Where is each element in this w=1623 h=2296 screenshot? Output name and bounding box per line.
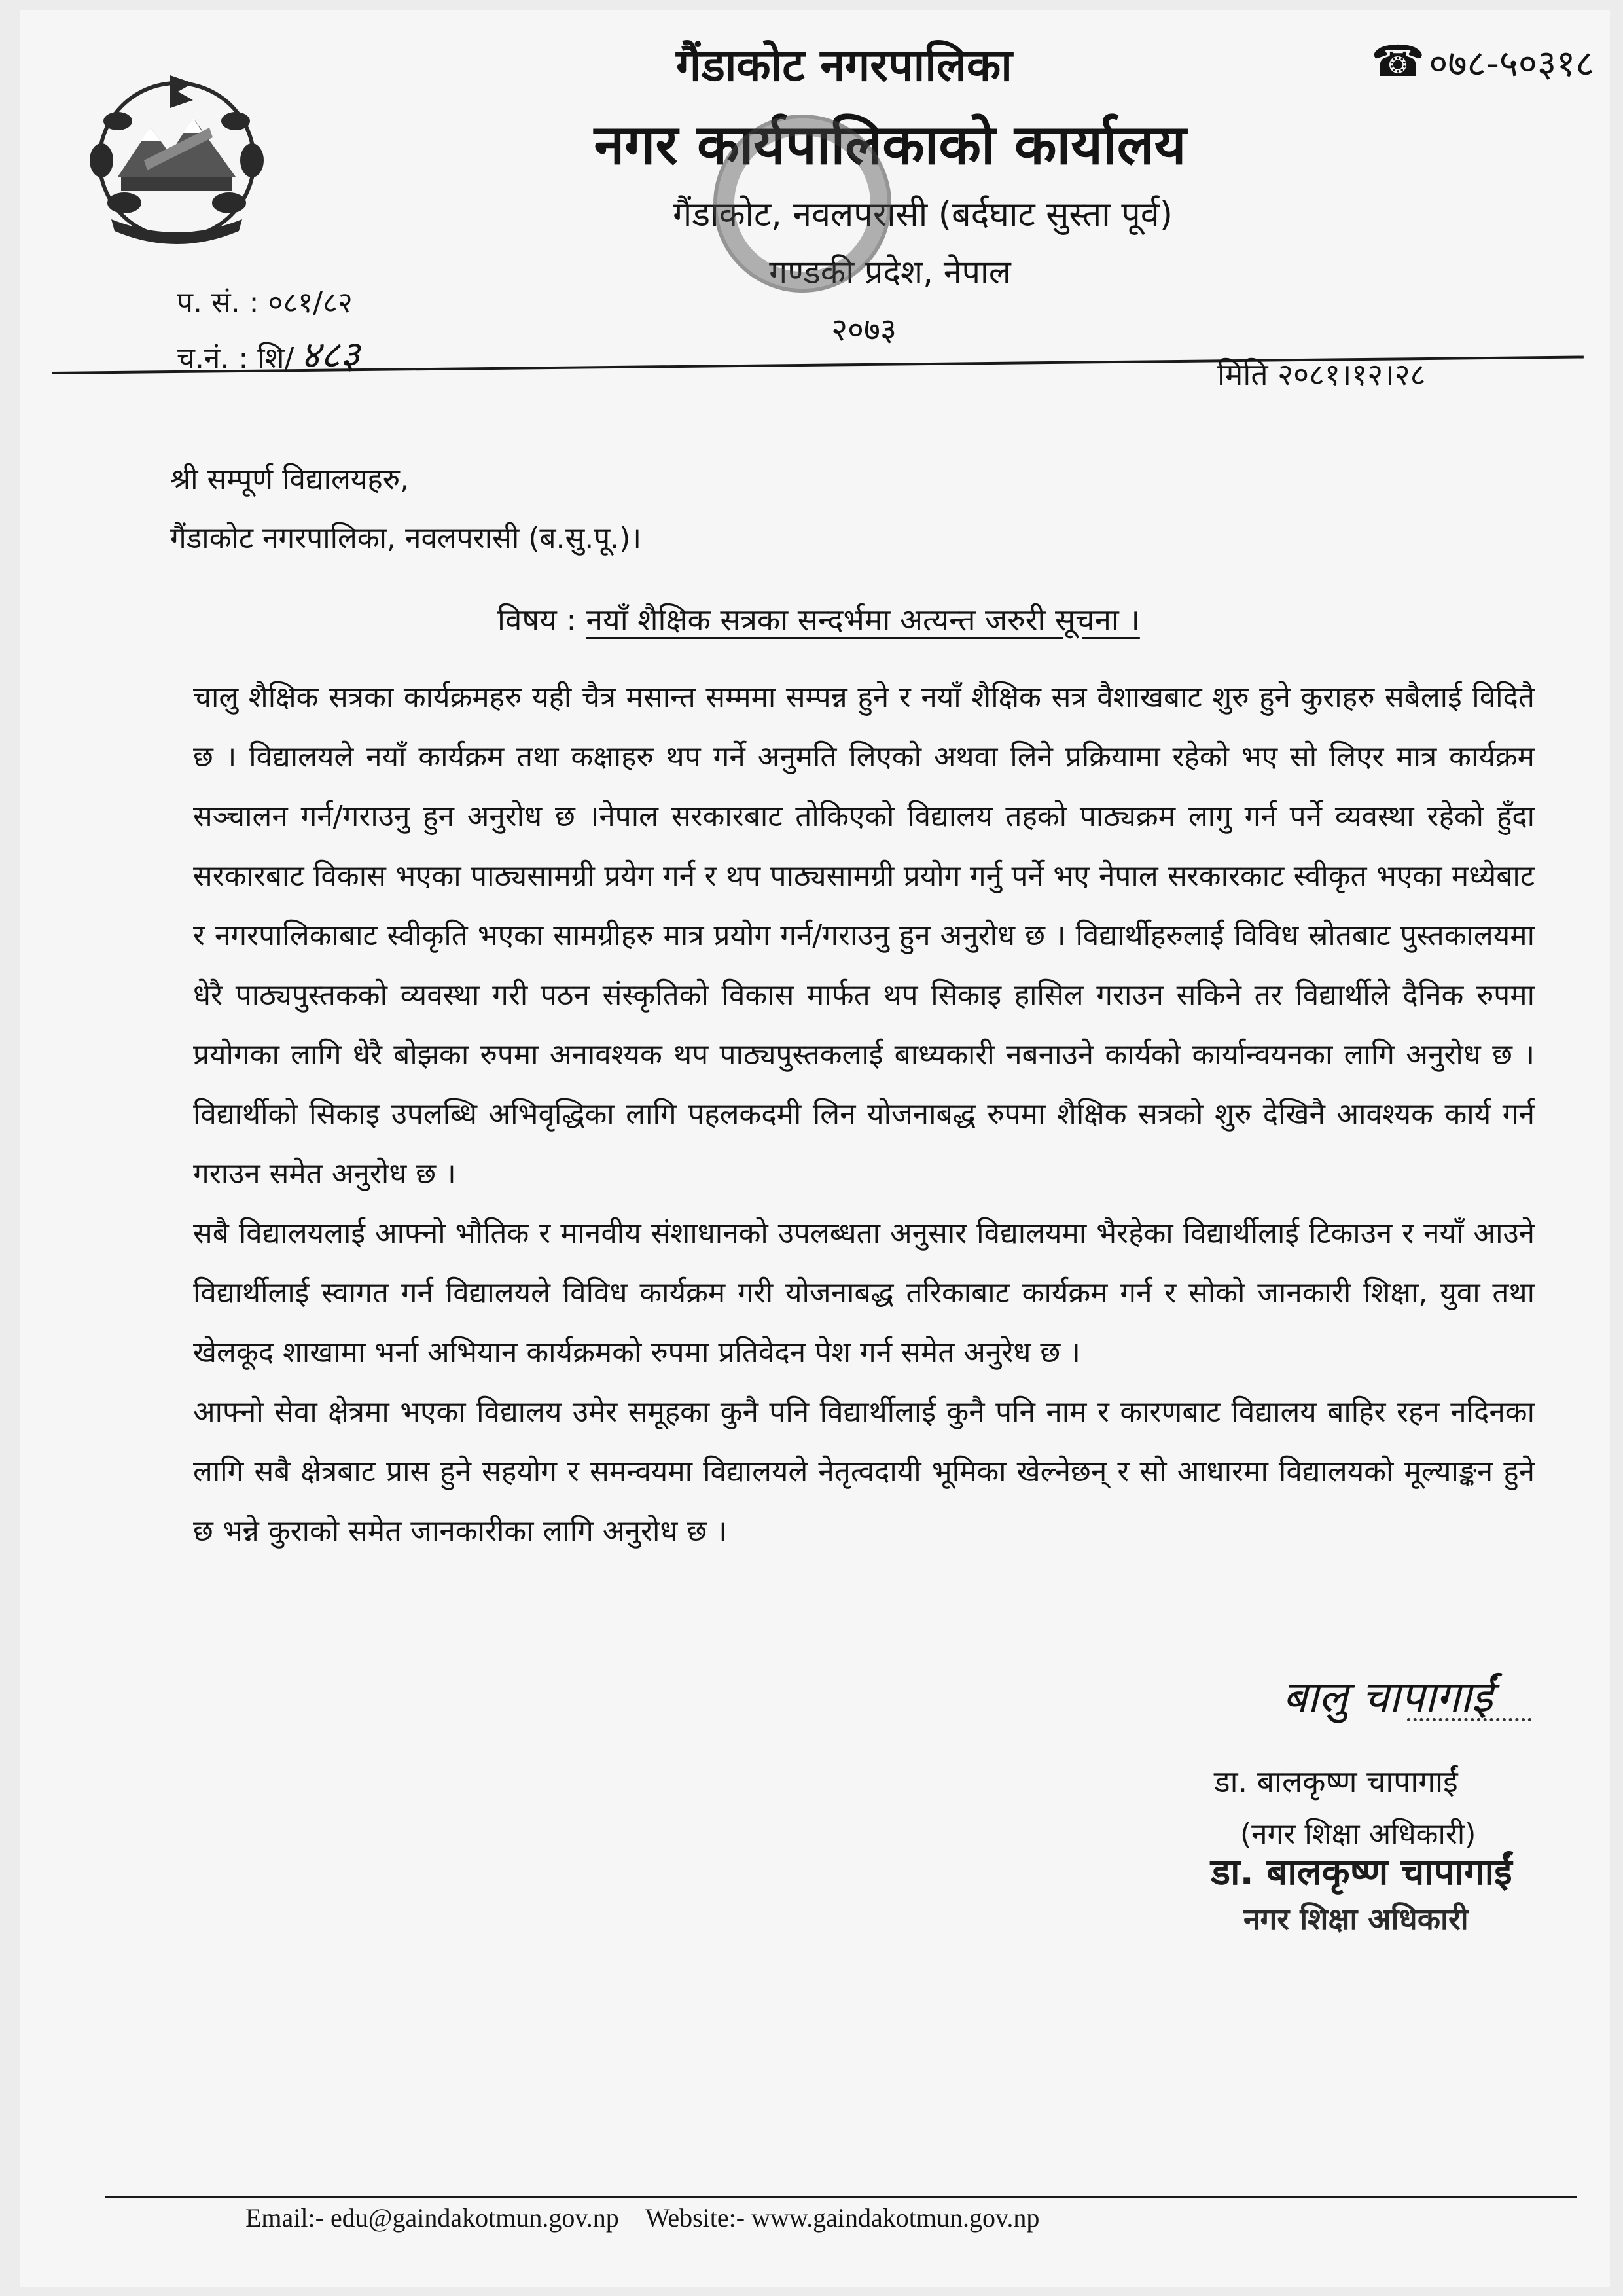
phone-text: ०७८-५०३१८ (1429, 43, 1595, 85)
subject-text: नयाँ शैक्षिक सत्रका सन्दर्भमा अत्यन्त जरुरी सूचना । (586, 602, 1140, 637)
footer-website: Website:- www.gaindakotmun.gov.np (645, 2203, 1040, 2233)
office-address: गैंडाकोट, नवलपरासी (बर्दघाट सुस्ता पूर्व) (673, 195, 1173, 234)
signature-line (1407, 1718, 1531, 1721)
phone-number (1371, 36, 1594, 87)
body-paragraph-3: आफ्नो सेवा क्षेत्रमा भएका विद्यालय उमेर समूहका कुनै पनि विद्यार्थीलाई कुनै पनि नाम र कारणबाट विद्यालय बाहिर रहन नदिनका लागि सबै क्षेत्रबाट प्रास हुने सहयोग र समन्वयमा विद्यालयले नेतृत्वदायी भूमिका खेल्नेछन् र सो आधारमा विद्यालयको मूल्याङ्कन हुने छ भन्ने कुराको समेत जानकारीका लागि अनुरोध छ । (193, 1395, 1535, 1548)
patra-sankhya: प. सं. : ०८१/८२ (177, 286, 353, 319)
stamp-signatory-role: नगर शिक्षा अधिकारी (1243, 1901, 1469, 1937)
chalani-value: ४८३ (300, 332, 360, 377)
office-seal-stamp (713, 115, 891, 293)
footer-contact (245, 2202, 1039, 2233)
body-paragraph-1: चालु शैक्षिक सत्रका कार्यक्रमहरु यही चैत्र मसान्त सम्ममा सम्पन्न हुने र नयाँ शैक्षिक सत्र वैशाखबाट शुरु हुने कुराहरु सबैलाई विदितै छ । विद्यालयले नयाँ कार्यक्रम तथा कक्षाहरु थप गर्ने अनुमति लिएको अथवा लिने प्रक्रियामा रहेको भए सो लिएर मात्र कार्यक्रम सञ्चालन गर्न/गराउनु हुन अनुरोध छ ।नेपाल सरकारबाट तोकिएको विद्यालय तहको पाठ्यक्रम लागु गर्न पर्ने व्यवस्था रहेको हुँदा सरकारबाट विकास भएका पाठ्यसामग्री प्रयेग गर्न र थप पाठ्यसामग्री प्रयोग गर्नु पर्ने भए नेपाल सरकारकाट स्वीकृत भएका मध्येबाट र नगरपालिकाबाट स्वीकृति भएका सामग्रीहरु मात्र प्रयोग गर्न/गराउनु हुन अनुरोध छ । विद्यार्थीहरुलाई विविध स्रोतबाट पुस्तकालयमा धेरै पाठ्यपुस्तकको व्यवस्था गरी पठन संस्कृतिको विकास मार्फत थप सिकाइ हासिल गराउन सकिने तर विद्यार्थीले दैनिक रुपमा प्रयोगका लागि धेरै बोझका रुपमा अनावश्यक थप पाठ्यपुस्तकलाई बाध्यकारी नबनाउने कार्यको कार्यान्वयनका लागि अनुरोध छ । विद्यार्थीको सिकाइ उपलब्धि अभिवृद्धिका लागि पहलकदमी लिन योजनाबद्ध रुपमा शैक्षिक सत्रको शुरु देखिनै आवश्यक कार्य गर्न गराउन समेत अनुरोध छ । (193, 681, 1535, 1191)
office-name: गैंडाकोट नगरपालिका (676, 40, 1012, 92)
office-title: नगर कार्यपालिकाको कार्यालय (594, 113, 1186, 177)
subject-line (497, 599, 1140, 639)
body-paragraph-2: सबै विद्यालयलाई आफ्नो भौतिक र मानवीय संशाधानको उपलब्धता अनुसार विद्यालयमा भैरहेका विद्यार्थीलाई टिकाउन र नयाँ आउने विद्यार्थीलाई स्वागत गर्न विद्यालयले विविध कार्यक्रम गरी योजनाबद्ध तरिकाबाट कार्यक्रम गर्न र सोको जानकारी शिक्षा, युवा तथा खेलकूद शाखामा भर्ना अभियान कार्यक्रमको रुपमा प्रतिवेदन पेश गर्न समेत अनुरेध छ । (193, 1217, 1535, 1369)
letter-body (193, 668, 1535, 1561)
signatory-role: (नगर शिक्षा अधिकारी) (1240, 1818, 1476, 1851)
subject-label: विषय : (497, 602, 577, 637)
recipient-line-2: गैंडाकोट नगरपालिका, नवलपरासी (ब.सु.पू.)। (170, 522, 642, 555)
phone-icon: ☎ (1371, 36, 1425, 86)
handwritten-signature: बालु चापागाईं (1283, 1672, 1493, 1722)
chalani-label: च.नं. : शि/ (177, 342, 294, 375)
stamp-signatory-name: डा. बालकृष्ण चापागाईं (1211, 1851, 1512, 1893)
footer-email: Email:- edu@gaindakotmun.gov.np (245, 2203, 619, 2233)
signatory-name: डा. बालकृष्ण चापागाईं (1214, 1764, 1458, 1799)
recipient-line-1: श्री सम्पूर्ण विद्यालयहरु, (170, 463, 410, 496)
letter-date: मिति २०८१।१२।२८ (1217, 357, 1426, 392)
office-province: गण्डकी प्रदेश, नेपाल (769, 253, 1011, 291)
established-year: २०७३ (831, 312, 897, 348)
footer-divider (105, 2196, 1577, 2198)
